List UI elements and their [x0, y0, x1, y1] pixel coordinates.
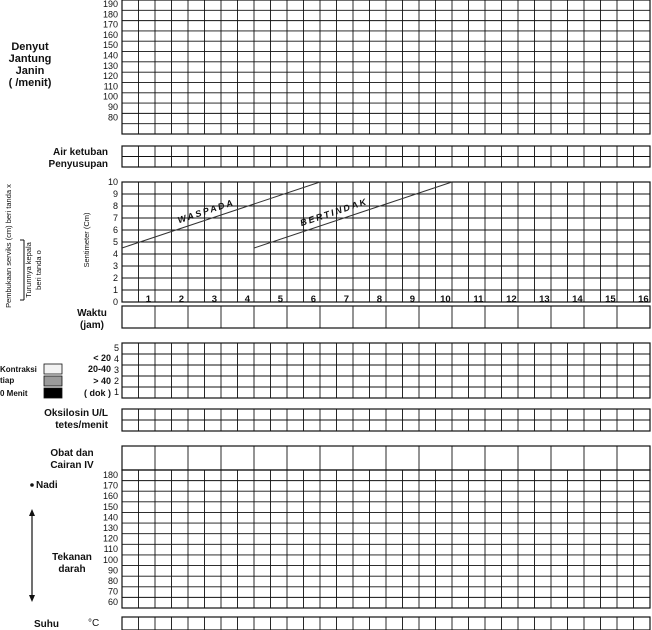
hour-label: 2: [178, 294, 185, 305]
fhr-tick: 150: [102, 40, 118, 51]
oxytocin-label-line-2: tetes/menit: [55, 420, 108, 431]
time-label-line-1: Waktu: [77, 308, 107, 319]
amniotic-label-line-2: Penyusupan: [48, 159, 108, 170]
contraction-scale-tick: 5: [113, 343, 119, 353]
cervix-tick: 6: [112, 225, 118, 235]
contraction-label-line-1: Kontraksi: [0, 365, 37, 374]
hour-label: 3: [211, 294, 218, 305]
vitals-tick-labels: [103, 470, 118, 607]
drugs-grid: [122, 446, 650, 470]
fhr-tick: 120: [102, 71, 118, 82]
alert-line-label: WASPADA: [176, 197, 236, 226]
descent-mark-label: beri tanda o: [34, 250, 43, 290]
hour-label: 1: [145, 294, 152, 305]
vitals-tick: 170: [102, 480, 118, 491]
temperature-label: Suhu: [34, 619, 59, 630]
fhr-tick: 130: [102, 60, 118, 71]
vitals-grid: [122, 470, 650, 608]
cervix-tick: 4: [112, 249, 118, 259]
hour-label: 15: [605, 294, 616, 305]
contraction-grid: [122, 343, 650, 398]
cervix-tick: 10: [107, 177, 118, 187]
hour-label: 10: [440, 294, 451, 305]
cervix-grid: [122, 182, 650, 302]
cervix-tick: 5: [112, 237, 118, 247]
fhr-label-line-1: Denyut: [11, 41, 49, 53]
descent-label: Turunnya kepala: [24, 242, 33, 298]
fhr-tick-labels: [103, 0, 118, 122]
vitals-tick: 160: [102, 491, 118, 502]
legend-gt40: > 40: [93, 376, 111, 386]
hour-label: 11: [473, 294, 484, 305]
hour-label: 4: [244, 294, 251, 305]
vitals-tick: 60: [107, 597, 118, 608]
cervix-tick: 8: [112, 201, 118, 211]
cervix-tick: 3: [112, 261, 118, 271]
contraction-scale-tick: 1: [113, 387, 119, 397]
vitals-tick: 120: [102, 533, 118, 544]
contraction-label-line-3: 0 Menit: [0, 389, 28, 398]
cervix-tick-labels: [108, 177, 118, 307]
contraction-scale-tick: 4: [113, 354, 119, 364]
legend-swatch-hatched: [44, 376, 62, 386]
amniotic-label-line-1: Air ketuban: [52, 147, 108, 158]
vitals-tick: 100: [102, 554, 118, 565]
hour-label: 5: [277, 294, 284, 305]
time-label-line-2: (jam): [80, 320, 104, 331]
fhr-tick: 160: [102, 29, 118, 40]
drugs-label-line-1: Obat dan: [50, 448, 94, 459]
drugs-label: [50, 448, 94, 471]
legend-20-40: 20-40: [87, 364, 111, 374]
cervix-tick: 2: [112, 273, 118, 283]
legend-swatch-dotted: [44, 364, 62, 374]
bp-label-line-1: Tekanan: [52, 552, 92, 563]
hour-label: 14: [572, 294, 583, 305]
fhr-label-line-2: Jantung: [8, 53, 52, 65]
contraction-scale-tick: 2: [113, 376, 119, 386]
fhr-tick: 110: [103, 81, 118, 92]
temperature-unit: °C: [88, 618, 100, 629]
fhr-tick: 80: [107, 112, 118, 123]
fhr-tick: 140: [102, 50, 118, 61]
hour-label: 7: [343, 294, 350, 305]
hour-label: 12: [506, 294, 517, 305]
cervix-axis-label: Sentimeter (Cm): [82, 212, 91, 268]
fhr-tick: 190: [102, 0, 118, 9]
fhr-label-line-3: Janin: [15, 65, 45, 77]
fhr-label: [9, 41, 52, 89]
bp-arrow-icon: [29, 509, 35, 602]
legend-lt20: < 20: [93, 353, 111, 363]
legend-dok: ( dok ): [84, 388, 111, 398]
cervix-tick: 1: [112, 285, 118, 295]
drugs-label-line-2: Cairan IV: [50, 460, 94, 471]
amniotic-label: [49, 147, 108, 170]
cervix-tick: 9: [112, 189, 118, 199]
hour-label: 8: [376, 294, 383, 305]
bp-label: [52, 552, 92, 575]
fhr-label-line-4: ( /menit): [8, 77, 52, 89]
contraction-scale-tick: 3: [113, 365, 119, 375]
fhr-tick: 100: [102, 91, 118, 102]
vitals-tick: 180: [102, 470, 118, 480]
vitals-tick: 140: [102, 512, 118, 523]
vitals-tick: 80: [107, 576, 118, 586]
pulse-label: Nadi: [36, 480, 58, 491]
oxytocin-grid: [122, 409, 650, 431]
contraction-scale: [114, 343, 119, 397]
temperature-grid: [122, 617, 650, 630]
oxytocin-label-line-1: Oksilosin U/L: [44, 408, 108, 419]
contraction-legend: [44, 353, 111, 398]
vitals-tick: 70: [107, 586, 118, 597]
hour-label: 13: [539, 294, 550, 305]
vitals-tick: 150: [102, 501, 118, 512]
fhr-tick: 90: [107, 102, 118, 112]
cervix-tick: 0: [112, 297, 118, 307]
oxytocin-label: [44, 408, 109, 431]
hour-label: 9: [409, 294, 416, 305]
contraction-label-line-2: tiap: [0, 376, 15, 385]
cervix-tick: 7: [112, 213, 118, 223]
vitals-tick: 90: [107, 565, 118, 576]
fhr-grid: [122, 0, 650, 134]
hour-label: 6: [310, 294, 317, 305]
action-line-label: BERTINDAK: [298, 196, 370, 229]
time-grid: [122, 306, 650, 328]
legend-swatch-solid: [44, 388, 62, 398]
contraction-label: [0, 365, 37, 398]
fhr-tick: 180: [102, 9, 118, 20]
vitals-tick: 130: [102, 523, 118, 533]
vitals-tick: 110: [103, 544, 118, 555]
time-label: [77, 308, 107, 331]
bp-label-line-2: darah: [58, 564, 86, 575]
amniotic-grid: [122, 146, 650, 167]
cervix-side-label: Pembukaan serviks (cm) beri tanda x: [4, 184, 13, 308]
pulse-dot-icon: [30, 483, 34, 487]
fhr-tick: 170: [102, 19, 118, 30]
hour-label: 16: [638, 294, 649, 305]
